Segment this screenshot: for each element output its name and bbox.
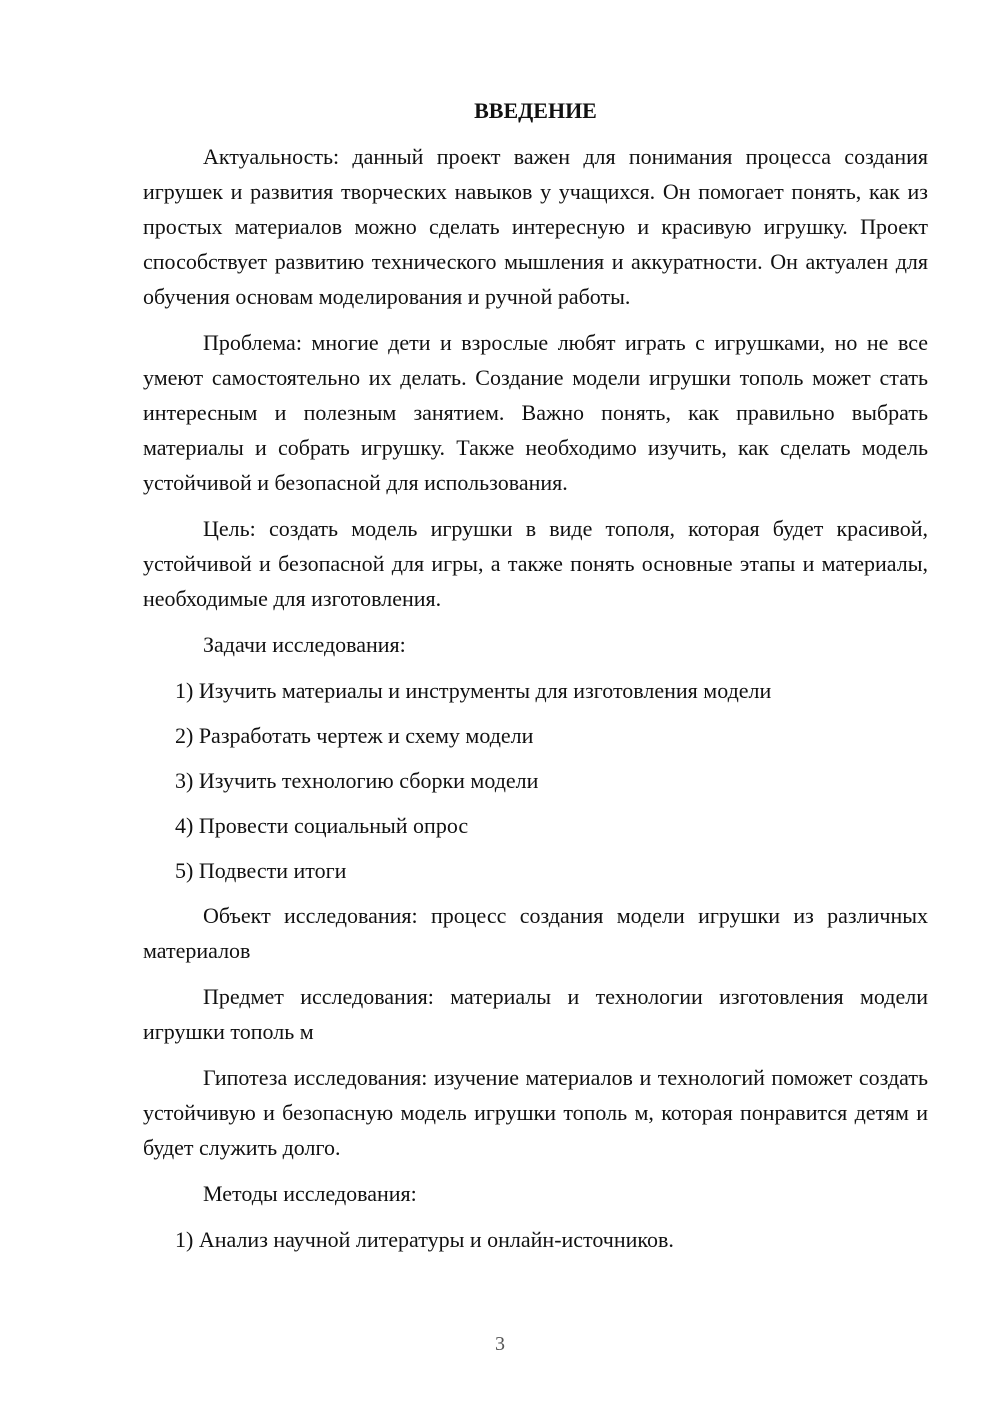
tasks-heading: Задачи исследования:: [203, 632, 406, 657]
task-item-5: 5) Подвести итоги: [175, 858, 347, 883]
hypothesis-paragraph: Гипотеза исследования: изучение материалов и технологий поможет создать устойчивую и безопасную модель игрушки тополь м, которая понравится детям и будет служить долго.: [143, 1065, 928, 1160]
relevance-paragraph: Актуальность: данный проект важен для понимания процесса создания игрушек и развития творческих навыков у учащихся. Он помогает понять, как из простых материалов можно сделать интересную и красивую игрушку. Проект способствует развитию технического мышления и аккуратности. Он актуален для обучения основам моделирования и ручной работы.: [143, 144, 928, 309]
subject-paragraph: Предмет исследования: материалы и технологии изготовления модели игрушки тополь м: [143, 984, 928, 1044]
method-item-1: 1) Анализ научной литературы и онлайн-источников.: [175, 1227, 674, 1252]
task-item-2: 2) Разработать чертеж и схему модели: [175, 723, 534, 748]
page-number: 3: [495, 1333, 505, 1355]
task-item-4: 4) Провести социальный опрос: [175, 813, 469, 838]
object-paragraph: Объект исследования: процесс создания модели игрушки из различных материалов: [143, 903, 928, 963]
task-item-1: 1) Изучить материалы и инструменты для изготовления модели: [175, 678, 772, 703]
methods-heading: Методы исследования:: [203, 1181, 417, 1206]
task-item-3: 3) Изучить технологию сборки модели: [175, 768, 539, 793]
problem-paragraph: Проблема: многие дети и взрослые любят играть с игрушками, но не все умеют самостоятельно их делать. Создание модели игрушки тополь может стать интересным и полезным занятием. Важно понять, как правильно выбрать материалы и собрать игрушку. Также необходимо изучить, как сделать модель устойчивой и безопасной для использования.: [143, 330, 928, 495]
page-content: [143, 96, 928, 1267]
goal-paragraph: Цель: создать модель игрушки в виде тополя, которая будет красивой, устойчивой и безопасной для игры, а также понять основные этапы и материалы, необходимые для изготовления.: [143, 516, 928, 611]
section-title: ВВЕДЕНИЕ: [474, 98, 597, 123]
